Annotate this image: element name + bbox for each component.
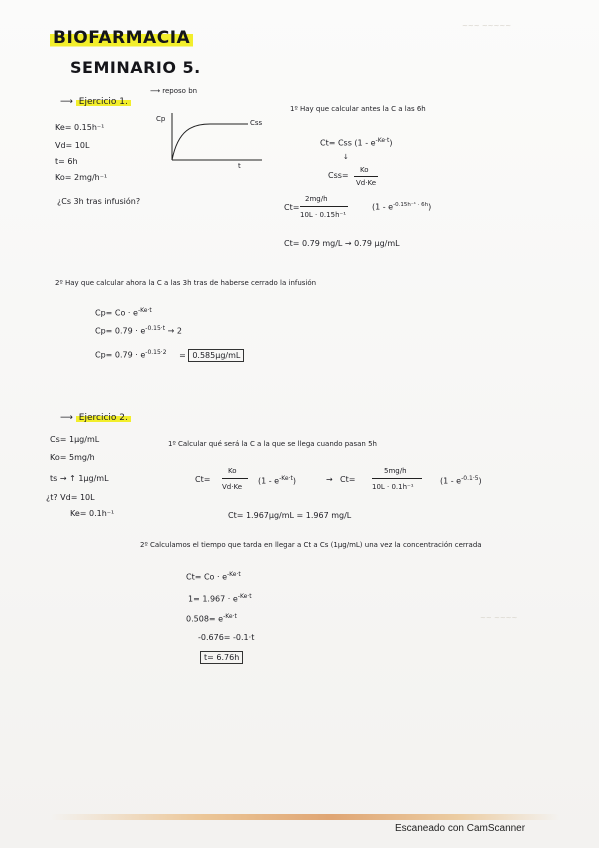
bleed-through-mark: ~~~ ~~~~~ (462, 22, 512, 30)
ex2-eq-lhs: Ct= (195, 475, 211, 484)
ex2-line1 (186, 572, 241, 582)
ex1-eq-css-num: Ko (360, 166, 369, 174)
ex2-heading-text: Ejercicio 2. (76, 413, 131, 423)
ex2-eq2-den: 10L · 0.1h⁻¹ (372, 483, 414, 491)
graph-ylabel: Cp (156, 115, 166, 123)
scan-streak (50, 814, 560, 820)
ex1-cp1-text: Cp= Co · e (95, 308, 138, 318)
ex1-given-ko: Ko= 2mg/h⁻¹ (55, 173, 108, 182)
ex2-eq2-end: ) (478, 476, 482, 486)
fraction-bar (222, 478, 248, 479)
bleed-through-mark: ~~ ~~~~ (480, 614, 518, 622)
infusion-sketch-graph (150, 108, 265, 178)
ex2-eq-arrow: → (326, 475, 333, 484)
ex1-cp2-text: Cp= 0.79 · e (95, 326, 146, 336)
ex1-note (150, 88, 197, 95)
ex2-given-ts: ts → ↑ 1µg/mL (50, 474, 109, 483)
ex2-result-box: t= 6.76h (200, 651, 243, 664)
ex1-eq-css (328, 172, 349, 180)
ex2-eq-num: Ko (228, 467, 237, 475)
ex1-note-text: reposo bn (162, 87, 198, 95)
ex2-line3-text: 0.508= e (186, 614, 224, 624)
arrow-right-icon: ⟶ (60, 413, 73, 423)
ex2-line4: -0.676= -0.1·t (198, 633, 255, 642)
ex2-eq-den: Vd·Ke (222, 483, 243, 491)
ex1-heading (60, 98, 131, 107)
ex2-eq-mid-text: (1 - e (258, 476, 280, 486)
title-text: BIOFARMACIA (50, 28, 193, 48)
ex2-eq-mid-end: ) (292, 476, 296, 486)
ex1-cp3: $Cp= 0.79 \cdot e^{-0.15\cdot 2} = 0.585\mu g/mL$ (95, 350, 244, 360)
ex2-line5 (200, 654, 243, 662)
ex1-heading-text: Ejercicio 1. (76, 97, 131, 107)
ex2-eq2-rhs (440, 476, 482, 486)
ex1-cp3-exp: -0.15·2 (145, 349, 167, 356)
ex1-cp1-exp: -Ke·t (137, 307, 152, 314)
ex1-eq-ct-text: Ct= Css (1 - e (320, 138, 376, 148)
ex2-eq-mid (258, 476, 296, 486)
ex1-step2: 2º Hay que calcular ahora la C a las 3h tras de haberse cerrado la infusión (55, 279, 317, 287)
ex2-line1-exp: -Ke·t (227, 571, 241, 578)
graph-xlabel: t (238, 162, 241, 170)
page-title (50, 28, 193, 48)
ex1-given-vd: Vd= 10L (55, 141, 90, 150)
ex2-step2: 2º Calculamos el tiempo que tarda en llegar a Ct a Cs (1µg/mL) una vez la concentración cerrada (140, 541, 482, 549)
ex2-line2 (188, 594, 252, 604)
ex2-eq2-rhs-text: (1 - e (440, 476, 462, 486)
ex2-step1: 1º Calcular qué será la C a la que se llega cuando pasan 5h (168, 440, 377, 448)
ex1-eq-css-lhs: Css= (328, 171, 349, 180)
ex2-eq2-lhs: Ct= (340, 475, 356, 484)
ex1-eq-css-den: Vd·Ke (356, 179, 377, 187)
scanner-watermark: Escaneado con CamScanner (395, 823, 526, 834)
ex2-line3 (186, 614, 237, 624)
ex2-line1-text: Ct= Co · e (186, 572, 227, 582)
ex1-eq-sub-end: ) (428, 202, 432, 212)
ex1-result-box: 0.585µg/mL (188, 349, 244, 362)
arrow-right-icon: ⟶ (60, 97, 73, 107)
ex1-cp2 (95, 326, 182, 336)
fraction-bar (300, 206, 348, 207)
fraction-bar (354, 176, 378, 177)
ex1-step1: 1º Hay que calcular antes la C a las 6h (290, 105, 426, 113)
graph-curve-label: Css (250, 119, 263, 127)
ex2-eq2-rhs-exp: -0.1·5 (461, 475, 479, 482)
ex2-heading (60, 414, 131, 423)
ex1-eq-ct (320, 138, 392, 148)
ex1-eq-sub-lhs: Ct= (284, 203, 300, 212)
ex1-cp2-tail: → 2 (167, 326, 182, 336)
ex2-line2-text: 1= 1.967 · e (188, 594, 238, 604)
ex1-question: ¿Cs 3h tras infusión? (57, 197, 141, 206)
down-arrow-icon: ↓ (343, 153, 349, 161)
ex1-eq-result: Ct= 0.79 mg/L → 0.79 µg/mL (284, 239, 400, 248)
fraction-bar (372, 478, 422, 479)
ex1-eq-ct-exp: -Ke·t (375, 137, 390, 144)
ex1-given-t: t= 6h (55, 157, 78, 166)
ex1-cp1 (95, 308, 152, 318)
ex2-given-ko: Ko= 5mg/h (50, 453, 95, 462)
ex1-eq-sub-rhs (372, 203, 431, 212)
ex1-given-ke: Ke= 0.15h⁻¹ (55, 123, 105, 132)
ex2-eq-result: Ct= 1.967µg/mL = 1.967 mg/L (228, 511, 352, 520)
ex2-eq2-num: 5mg/h (384, 467, 407, 475)
ex2-given-cs: Cs= 1µg/mL (50, 435, 100, 444)
ex2-eq-mid-exp: -Ke·t (279, 475, 293, 482)
ex1-eq-sub-rhs-text: (1 - e (372, 202, 394, 212)
ex1-eq-sub-rhs-exp: -0.15h⁻¹ · 6h (393, 202, 429, 208)
ex2-line2-exp: -Ke·t (237, 593, 252, 600)
ex1-cp3-text: Cp= 0.79 · e (95, 350, 146, 360)
ex2-line3-exp: -Ke·t (223, 613, 237, 620)
page-subtitle: SEMINARIO 5. (70, 58, 201, 77)
ex2-given-ke: Ke= 0.1h⁻¹ (70, 509, 115, 518)
ex1-eq-ct-end: ) (389, 138, 393, 148)
ex1-cp2-exp: -0.15·t (145, 325, 166, 332)
arrow-right-icon: ⟶ (150, 87, 161, 95)
ex2-given-vd: ¿t? Vd= 10L (46, 493, 95, 502)
ex1-eq-sub-den: 10L · 0.15h⁻¹ (300, 211, 347, 219)
ex1-eq-sub-num: 2mg/h (305, 195, 328, 203)
